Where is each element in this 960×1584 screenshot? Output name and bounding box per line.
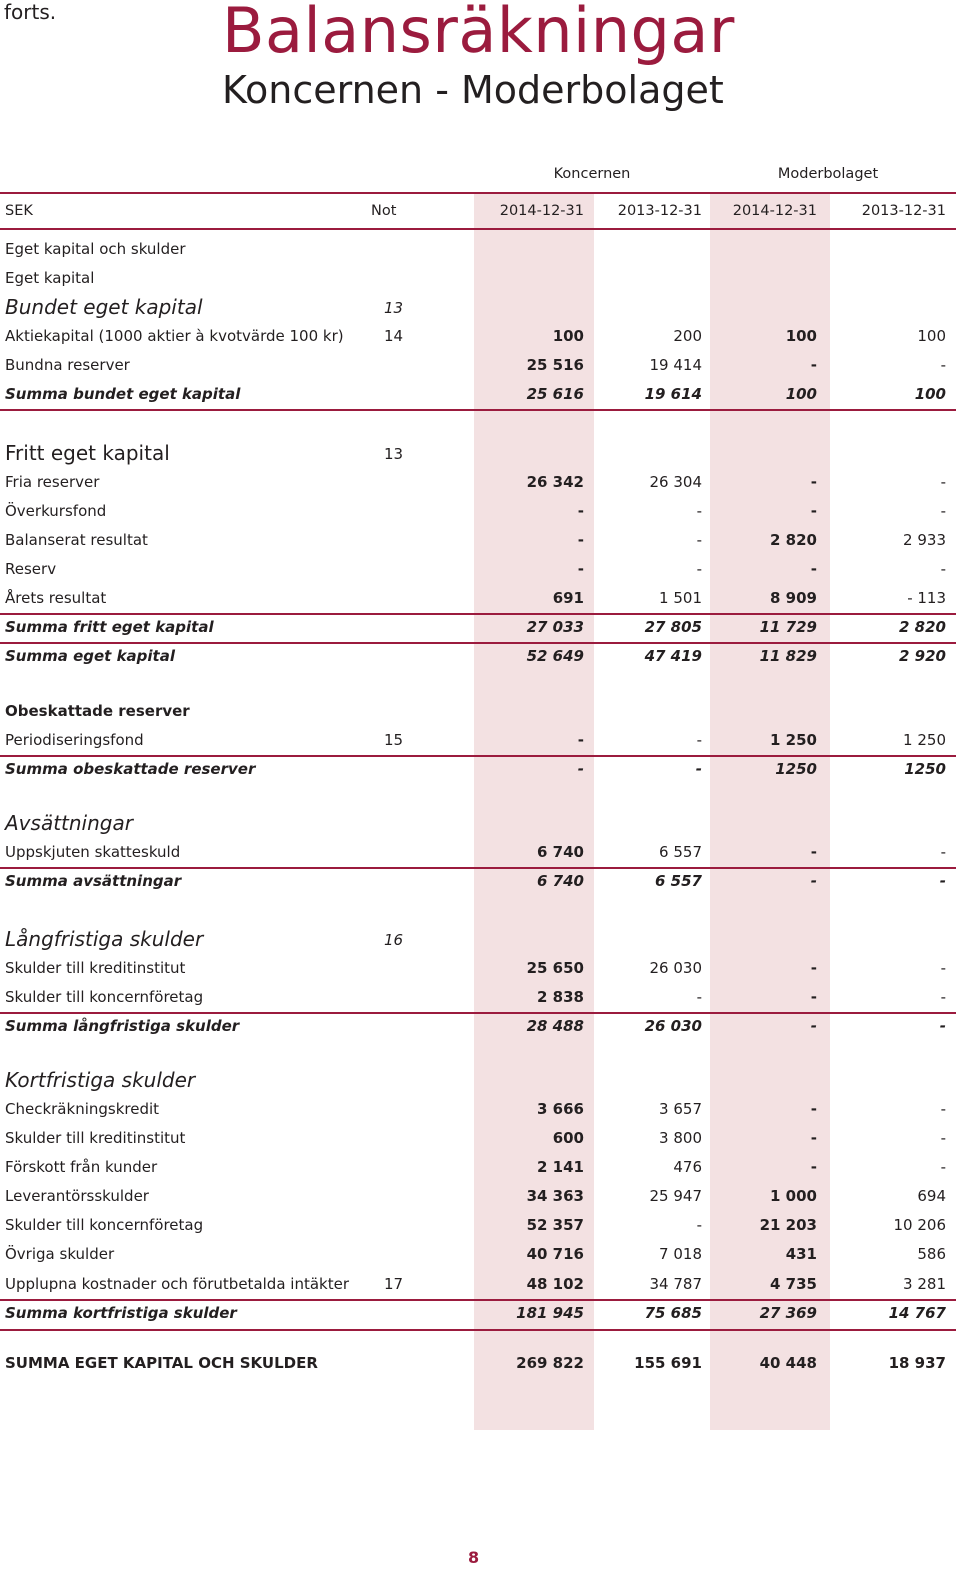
cell-koncernen-2013: 6 557: [659, 843, 702, 861]
row-rule: [0, 613, 956, 615]
column-header-koncernen-2014: 2014-12-31: [499, 203, 584, 219]
table-row: [0, 356, 956, 378]
cell-koncernen-2013: 200: [673, 327, 702, 345]
cell-moderbolaget-2014: 431: [785, 1245, 817, 1263]
cell-moderbolaget-2013: -: [940, 560, 946, 578]
cell-moderbolaget-2014: 1 000: [770, 1187, 817, 1205]
cell-koncernen-2014: 6 740: [537, 872, 584, 890]
row-label: Summa obeskattade reserver: [5, 760, 256, 778]
cell-koncernen-2013: 34 787: [649, 1275, 702, 1293]
cell-moderbolaget-2014: -: [810, 843, 817, 861]
row-rule: [0, 1012, 956, 1014]
row-label: Skulder till kreditinstitut: [5, 1129, 186, 1147]
table-row: [0, 959, 956, 981]
cell-koncernen-2013: 19 414: [649, 356, 702, 374]
cell-moderbolaget-2014: -: [810, 1158, 817, 1176]
cell-moderbolaget-2013: 1 250: [903, 731, 946, 749]
cell-koncernen-2014: 3 666: [537, 1100, 584, 1118]
row-rule: [0, 409, 956, 411]
header-rule: [0, 228, 956, 230]
row-label: Skulder till koncernföretag: [5, 1216, 204, 1234]
page-subtitle: Koncernen - Moderbolaget: [222, 68, 724, 112]
row-label: Årets resultat: [5, 589, 107, 607]
cell-koncernen-2014: 181 945: [516, 1304, 584, 1322]
cell-koncernen-2014: 52 649: [526, 647, 584, 665]
row-label: Överkursfond: [5, 502, 107, 520]
column-header-moderbolaget-2014: 2014-12-31: [732, 203, 817, 219]
cell-moderbolaget-2013: 1250: [904, 760, 946, 778]
cell-moderbolaget-2014: -: [810, 1129, 817, 1147]
row-label: Obeskattade reserver: [5, 702, 190, 720]
cell-koncernen-2013: 26 030: [644, 1017, 702, 1035]
table-row: [0, 1017, 956, 1039]
cell-koncernen-2014: 26 342: [526, 473, 584, 491]
row-label: Summa eget kapital: [5, 647, 175, 665]
table-row: [0, 240, 956, 262]
table-row: [0, 1304, 956, 1326]
row-label: Summa bundet eget kapital: [5, 385, 241, 403]
row-label: Aktiekapital (1000 aktier à kvotvärde 100 kr): [5, 327, 344, 345]
cell-koncernen-2013: 3 800: [659, 1129, 702, 1147]
row-label: Skulder till koncernföretag: [5, 988, 204, 1006]
table-row: [0, 988, 956, 1010]
cell-koncernen-2013: 25 947: [649, 1187, 702, 1205]
cell-koncernen-2014: -: [577, 760, 584, 778]
cell-koncernen-2013: 26 304: [649, 473, 702, 491]
column-header-koncernen-2013: 2013-12-31: [617, 203, 702, 219]
row-label: Övriga skulder: [5, 1245, 115, 1263]
cell-moderbolaget-2014: -: [810, 1017, 817, 1035]
cell-koncernen-2014: 2 141: [537, 1158, 584, 1176]
cell-moderbolaget-2014: 8 909: [770, 589, 817, 607]
table-row: [0, 560, 956, 582]
cell-koncernen-2013: 7 018: [659, 1245, 702, 1263]
table-row: [0, 1187, 956, 1209]
row-label: Kortfristiga skulder: [5, 1068, 196, 1092]
cell-moderbolaget-2013: 18 937: [888, 1354, 946, 1372]
column-header-not: Not: [371, 203, 397, 219]
row-label: Bundet eget kapital: [5, 295, 203, 319]
section-heading-row: [0, 927, 956, 949]
cell-moderbolaget-2014: -: [810, 1100, 817, 1118]
cell-koncernen-2014: -: [577, 502, 584, 520]
table-row: [0, 872, 956, 894]
cell-moderbolaget-2013: 100: [914, 385, 946, 403]
cell-koncernen-2013: 6 557: [655, 872, 702, 890]
cell-koncernen-2014: -: [577, 560, 584, 578]
row-rule: [0, 755, 956, 757]
cell-koncernen-2014: 28 488: [526, 1017, 584, 1035]
cell-moderbolaget-2013: 2 820: [899, 618, 946, 636]
cell-moderbolaget-2013: -: [940, 988, 946, 1006]
cell-moderbolaget-2014: 27 369: [759, 1304, 817, 1322]
cell-koncernen-2014: 25 650: [526, 959, 584, 977]
cell-koncernen-2014: 2 838: [537, 988, 584, 1006]
cell-moderbolaget-2014: 40 448: [759, 1354, 817, 1372]
row-label: Förskott från kunder: [5, 1158, 158, 1176]
table-row: [0, 1245, 956, 1267]
cell-moderbolaget-2014: -: [810, 959, 817, 977]
row-note: 15: [384, 731, 404, 749]
cell-moderbolaget-2013: -: [940, 502, 946, 520]
section-heading-row: [0, 295, 956, 317]
cell-moderbolaget-2014: 100: [785, 327, 817, 345]
cell-koncernen-2013: -: [696, 560, 702, 578]
row-label: Fritt eget kapital: [5, 441, 170, 465]
row-label: Fria reserver: [5, 473, 100, 491]
cell-moderbolaget-2013: 100: [917, 327, 946, 345]
row-note: 17: [384, 1275, 404, 1293]
table-row: [0, 1275, 956, 1297]
row-label: Upplupna kostnader och förutbetalda intäkter: [5, 1275, 349, 1293]
row-label: Summa kortfristiga skulder: [5, 1304, 237, 1322]
cell-koncernen-2013: -: [696, 1216, 702, 1234]
cell-koncernen-2013: 47 419: [644, 647, 702, 665]
cell-koncernen-2014: 269 822: [516, 1354, 584, 1372]
cell-moderbolaget-2014: 100: [785, 385, 817, 403]
cell-moderbolaget-2014: 1250: [775, 760, 817, 778]
cell-koncernen-2013: 26 030: [649, 959, 702, 977]
cell-koncernen-2014: 691: [552, 589, 584, 607]
cell-moderbolaget-2013: 586: [917, 1245, 946, 1263]
cell-moderbolaget-2014: -: [810, 356, 817, 374]
row-label: Eget kapital och skulder: [5, 240, 186, 258]
cell-moderbolaget-2013: 3 281: [903, 1275, 946, 1293]
cell-moderbolaget-2014: 2 820: [770, 531, 817, 549]
cell-moderbolaget-2013: -: [940, 1129, 946, 1147]
cell-koncernen-2014: 40 716: [526, 1245, 584, 1263]
table-row: [0, 618, 956, 640]
table-row: [0, 647, 956, 669]
group-rule: [0, 192, 956, 194]
cell-moderbolaget-2014: 4 735: [770, 1275, 817, 1293]
row-note: 13: [384, 445, 404, 463]
row-label: Uppskjuten skatteskuld: [5, 843, 181, 861]
cell-moderbolaget-2014: -: [810, 988, 817, 1006]
table-row: [0, 731, 956, 753]
continued-label: forts.: [4, 0, 57, 24]
cell-moderbolaget-2013: -: [940, 1100, 946, 1118]
cell-moderbolaget-2014: 11 729: [759, 618, 817, 636]
page-title: Balansräkningar: [222, 0, 735, 67]
row-label: Balanserat resultat: [5, 531, 148, 549]
table-row: [0, 760, 956, 782]
column-header-moderbolaget-2013: 2013-12-31: [861, 203, 946, 219]
cell-moderbolaget-2013: -: [939, 872, 946, 890]
table-row: [0, 589, 956, 611]
cell-koncernen-2013: -: [696, 531, 702, 549]
cell-koncernen-2013: -: [696, 988, 702, 1006]
cell-koncernen-2013: 1 501: [659, 589, 702, 607]
column-header-row: [0, 203, 956, 225]
section-heading-row: [0, 441, 956, 463]
table-row: [0, 843, 956, 865]
cell-koncernen-2013: -: [696, 731, 702, 749]
table-row: [0, 531, 956, 553]
cell-moderbolaget-2013: -: [940, 473, 946, 491]
row-label: Summa fritt eget kapital: [5, 618, 214, 636]
row-rule: [0, 642, 956, 644]
cell-koncernen-2014: 34 363: [526, 1187, 584, 1205]
row-note: 14: [384, 327, 404, 345]
row-label: Långfristiga skulder: [5, 927, 204, 951]
row-label: Avsättningar: [5, 811, 133, 835]
table-row: [0, 502, 956, 524]
row-rule: [0, 867, 956, 869]
cell-koncernen-2013: 75 685: [644, 1304, 702, 1322]
cell-moderbolaget-2013: -: [940, 1158, 946, 1176]
table-row: [0, 1158, 956, 1180]
section-heading-row: [0, 811, 956, 833]
row-label: Periodiseringsfond: [5, 731, 144, 749]
cell-koncernen-2014: -: [577, 531, 584, 549]
cell-moderbolaget-2014: -: [810, 473, 817, 491]
cell-koncernen-2013: 19 614: [644, 385, 702, 403]
cell-koncernen-2014: 25 616: [526, 385, 584, 403]
cell-koncernen-2014: 100: [552, 327, 584, 345]
cell-koncernen-2014: -: [577, 731, 584, 749]
cell-koncernen-2013: 27 805: [644, 618, 702, 636]
row-note: 16: [384, 931, 404, 949]
row-label: Skulder till kreditinstitut: [5, 959, 186, 977]
cell-moderbolaget-2013: -: [940, 959, 946, 977]
table-row: [0, 1100, 956, 1122]
cell-moderbolaget-2013: - 113: [907, 589, 946, 607]
cell-koncernen-2013: -: [695, 760, 702, 778]
cell-moderbolaget-2013: 2 933: [903, 531, 946, 549]
cell-koncernen-2014: 25 516: [526, 356, 584, 374]
row-label: Eget kapital: [5, 269, 95, 287]
cell-moderbolaget-2013: -: [940, 843, 946, 861]
cell-koncernen-2014: 48 102: [526, 1275, 584, 1293]
row-label: Reserv: [5, 560, 57, 578]
row-note: 13: [384, 299, 404, 317]
cell-koncernen-2014: 6 740: [537, 843, 584, 861]
row-label: Summa avsättningar: [5, 872, 182, 890]
cell-moderbolaget-2013: -: [939, 1017, 946, 1035]
cell-koncernen-2013: -: [696, 502, 702, 520]
cell-moderbolaget-2013: 2 920: [899, 647, 946, 665]
section-heading-row: [0, 1068, 956, 1090]
table-row: [0, 1354, 956, 1376]
cell-koncernen-2014: 600: [552, 1129, 584, 1147]
table-row: [0, 327, 956, 349]
table-row: [0, 1129, 956, 1151]
table-row: [0, 269, 956, 291]
cell-moderbolaget-2013: 14 767: [888, 1304, 946, 1322]
cell-moderbolaget-2014: -: [810, 560, 817, 578]
row-rule: [0, 1299, 956, 1301]
cell-moderbolaget-2013: -: [940, 356, 946, 374]
cell-koncernen-2014: 27 033: [526, 618, 584, 636]
table-row: [0, 473, 956, 495]
group-header-koncernen: Koncernen: [553, 166, 631, 182]
cell-moderbolaget-2014: -: [810, 872, 817, 890]
column-header-sek: SEK: [5, 203, 33, 219]
cell-moderbolaget-2014: -: [810, 502, 817, 520]
row-label: Checkräkningskredit: [5, 1100, 160, 1118]
table-row: [0, 702, 956, 724]
cell-moderbolaget-2014: 1 250: [770, 731, 817, 749]
cell-koncernen-2013: 3 657: [659, 1100, 702, 1118]
cell-koncernen-2013: 155 691: [634, 1354, 702, 1372]
row-label: Summa långfristiga skulder: [5, 1017, 240, 1035]
cell-moderbolaget-2013: 10 206: [893, 1216, 946, 1234]
row-rule: [0, 1329, 956, 1331]
cell-moderbolaget-2014: 11 829: [759, 647, 817, 665]
cell-moderbolaget-2013: 694: [917, 1187, 946, 1205]
group-header-moderbolaget: Moderbolaget: [777, 166, 879, 182]
row-label: Leverantörsskulder: [5, 1187, 149, 1205]
row-label: SUMMA EGET KAPITAL OCH SKULDER: [5, 1354, 318, 1372]
table-row: [0, 1216, 956, 1238]
page-number: 8: [468, 1548, 480, 1567]
table-row: [0, 385, 956, 407]
cell-moderbolaget-2014: 21 203: [759, 1216, 817, 1234]
cell-koncernen-2014: 52 357: [526, 1216, 584, 1234]
row-label: Bundna reserver: [5, 356, 130, 374]
cell-koncernen-2013: 476: [673, 1158, 702, 1176]
